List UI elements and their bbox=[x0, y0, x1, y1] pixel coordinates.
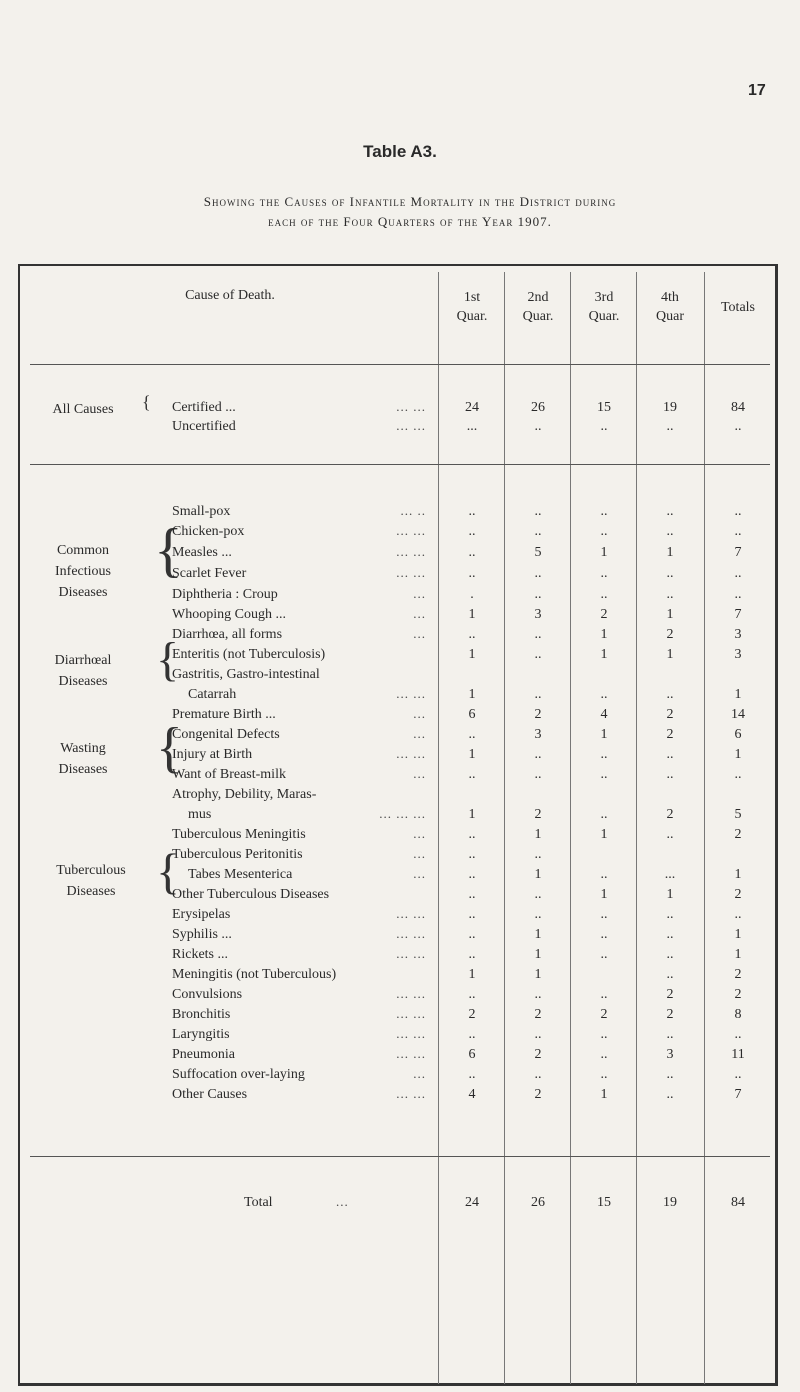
row-value: 1 bbox=[600, 545, 608, 560]
row-label: Measles ... bbox=[172, 545, 232, 560]
row-label: Whooping Cough ... bbox=[172, 607, 286, 622]
row-value: 1 bbox=[468, 687, 476, 702]
row-value: .. bbox=[468, 566, 476, 581]
row-value: ... bbox=[664, 867, 676, 882]
total-q4: 19 bbox=[663, 1195, 677, 1210]
total-q3: 15 bbox=[597, 1195, 611, 1210]
row-value: 1 bbox=[534, 967, 542, 982]
row-label: Tabes Mesenterica bbox=[188, 867, 293, 882]
row-value: .. bbox=[666, 566, 674, 581]
row-value: 1 bbox=[468, 607, 476, 622]
row-value: 1 bbox=[600, 627, 608, 642]
caption-line-1: Showing the Causes of Infantile Mortality in the District during bbox=[203, 194, 617, 209]
group-diarrhoeal: Diarrhœal Diseases bbox=[54, 653, 112, 689]
row-value: ... bbox=[466, 419, 478, 434]
leader-dots: ... bbox=[413, 626, 426, 641]
row-value: .. bbox=[600, 767, 608, 782]
row-label: Premature Birth ... bbox=[172, 707, 276, 722]
row-value: .. bbox=[468, 1067, 476, 1082]
column-divider bbox=[438, 272, 439, 1384]
row-value: 1 bbox=[734, 867, 742, 882]
row-value: 2 bbox=[734, 987, 742, 1002]
row-value: .. bbox=[666, 767, 674, 782]
leader-dots: ... bbox=[413, 866, 426, 881]
row-value: .. bbox=[734, 907, 742, 922]
total-q1: 24 bbox=[465, 1195, 479, 1210]
table-title: Table A3. bbox=[363, 142, 437, 161]
row-value: .. bbox=[734, 419, 742, 434]
row-value: . bbox=[470, 587, 474, 602]
row-value: 2 bbox=[734, 967, 742, 982]
row-value: .. bbox=[534, 566, 542, 581]
total-rule bbox=[30, 1156, 770, 1157]
leader-dots: ... ... bbox=[396, 523, 426, 538]
row-value: .. bbox=[666, 927, 674, 942]
row-value: 11 bbox=[731, 1047, 745, 1062]
row-value: 3 bbox=[734, 647, 742, 662]
column-divider bbox=[704, 272, 705, 1384]
row-value: .. bbox=[666, 687, 674, 702]
row-label: Chicken-pox bbox=[172, 524, 245, 539]
row-value: .. bbox=[534, 987, 542, 1002]
row-value: .. bbox=[468, 1027, 476, 1042]
row-value: .. bbox=[468, 524, 476, 539]
row-label: Rickets ... bbox=[172, 947, 228, 962]
row-value: 1 bbox=[534, 827, 542, 842]
leader-dots: ... ... bbox=[396, 1046, 426, 1061]
row-value: .. bbox=[468, 627, 476, 642]
col-header-q3: 3rd Quar. bbox=[588, 290, 620, 324]
row-value: 2 bbox=[666, 1007, 674, 1022]
leader-dots: ... ... bbox=[396, 686, 426, 701]
leader-dots: ... .. bbox=[400, 503, 426, 518]
leader-dots: ... ... bbox=[396, 1006, 426, 1021]
row-value: 1 bbox=[600, 647, 608, 662]
row-value: .. bbox=[600, 504, 608, 519]
row-value: .. bbox=[734, 1067, 742, 1082]
row-value: .. bbox=[734, 504, 742, 519]
leader-dots: ... ... bbox=[396, 418, 426, 433]
leader-dots: ... ... bbox=[396, 399, 426, 414]
row-value: .. bbox=[666, 1067, 674, 1082]
row-value: 2 bbox=[534, 1047, 542, 1062]
row-value: .. bbox=[534, 687, 542, 702]
header-rule bbox=[30, 364, 770, 365]
leader-dots: ... bbox=[413, 826, 426, 841]
leader-dots: ... bbox=[413, 846, 426, 861]
row-value: 4 bbox=[468, 1087, 476, 1102]
row-value: 1 bbox=[468, 647, 476, 662]
row-value: .. bbox=[666, 907, 674, 922]
row-value: 1 bbox=[468, 807, 476, 822]
row-value: 6 bbox=[734, 727, 742, 742]
row-value: .. bbox=[600, 419, 608, 434]
row-value: .. bbox=[534, 419, 542, 434]
leader-dots: ... bbox=[413, 726, 426, 741]
row-value: 2 bbox=[666, 627, 674, 642]
leader-dots: ... ... bbox=[396, 565, 426, 580]
row-value: .. bbox=[468, 887, 476, 902]
row-value: .. bbox=[468, 847, 476, 862]
row-value: .. bbox=[534, 907, 542, 922]
row-value: .. bbox=[666, 419, 674, 434]
row-value: .. bbox=[468, 987, 476, 1002]
row-value: 1 bbox=[600, 727, 608, 742]
row-value: .. bbox=[666, 504, 674, 519]
row-value: 2 bbox=[534, 1087, 542, 1102]
row-value: .. bbox=[468, 727, 476, 742]
row-label: Bronchitis bbox=[172, 1007, 231, 1022]
row-value: .. bbox=[468, 907, 476, 922]
row-value: .. bbox=[534, 1067, 542, 1082]
row-value: .. bbox=[666, 947, 674, 962]
row-value: 14 bbox=[731, 707, 745, 722]
row-value: .. bbox=[534, 524, 542, 539]
row-label: Want of Breast-milk bbox=[172, 767, 286, 782]
row-value: .. bbox=[734, 566, 742, 581]
row-value: 1 bbox=[534, 927, 542, 942]
row-label: Certified ... bbox=[172, 400, 236, 415]
row-value: 2 bbox=[666, 807, 674, 822]
row-value: 84 bbox=[731, 400, 745, 415]
row-value: .. bbox=[600, 687, 608, 702]
row-label: Catarrah bbox=[188, 687, 237, 702]
row-value: .. bbox=[666, 1027, 674, 1042]
row-value: .. bbox=[468, 504, 476, 519]
row-value: .. bbox=[468, 947, 476, 962]
col-header-q1: 1st Quar. bbox=[456, 290, 488, 324]
row-value: .. bbox=[534, 647, 542, 662]
row-label: Small-pox bbox=[172, 504, 231, 519]
row-value: .. bbox=[600, 1067, 608, 1082]
row-value: 1 bbox=[734, 747, 742, 762]
leader-dots: ... ... bbox=[396, 1026, 426, 1041]
row-value: 1 bbox=[734, 947, 742, 962]
row-value: 3 bbox=[534, 607, 542, 622]
row-value: .. bbox=[468, 767, 476, 782]
leader-dots: ... ... ... bbox=[379, 806, 426, 821]
row-value: .. bbox=[468, 827, 476, 842]
row-value: 19 bbox=[663, 400, 677, 415]
brace-icon: { bbox=[156, 717, 183, 779]
row-value: .. bbox=[534, 887, 542, 902]
row-value: 1 bbox=[468, 967, 476, 982]
group-wasting: Wasting Diseases bbox=[58, 741, 108, 777]
row-value: .. bbox=[600, 947, 608, 962]
row-value: 24 bbox=[465, 400, 479, 415]
row-value: 1 bbox=[600, 887, 608, 902]
row-value: 6 bbox=[468, 1047, 476, 1062]
row-label: Diarrhœa, all forms bbox=[172, 627, 283, 642]
section-rule bbox=[30, 464, 770, 465]
brace-icon: { bbox=[156, 633, 180, 686]
row-value: 2 bbox=[734, 827, 742, 842]
row-label: Injury at Birth bbox=[172, 747, 253, 762]
leader-dots: ... ... bbox=[396, 906, 426, 921]
row-value: 8 bbox=[734, 1007, 742, 1022]
row-value: .. bbox=[734, 587, 742, 602]
row-value: .. bbox=[600, 867, 608, 882]
row-label: Other Causes bbox=[172, 1087, 248, 1102]
row-value: .. bbox=[734, 524, 742, 539]
row-value: .. bbox=[734, 1027, 742, 1042]
row-value: .. bbox=[666, 827, 674, 842]
brace-icon: { bbox=[156, 843, 180, 899]
leader-dots: ... ... bbox=[396, 1086, 426, 1101]
row-label: Laryngitis bbox=[172, 1027, 230, 1042]
row-value: 1 bbox=[666, 607, 674, 622]
row-value: .. bbox=[666, 967, 674, 982]
row-value: 15 bbox=[597, 400, 611, 415]
row-value: .. bbox=[734, 767, 742, 782]
group-common-infectious: Common Infectious Diseases bbox=[55, 543, 111, 600]
row-value: .. bbox=[666, 747, 674, 762]
row-value: 2 bbox=[734, 887, 742, 902]
row-label: mus bbox=[188, 807, 212, 822]
leader-dots: ... bbox=[413, 586, 426, 601]
row-value: .. bbox=[600, 927, 608, 942]
row-label: Syphilis ... bbox=[172, 927, 232, 942]
total-dots: ... bbox=[336, 1194, 349, 1209]
row-value: 6 bbox=[468, 707, 476, 722]
col-header-q4: 4th Quar bbox=[656, 290, 684, 324]
col-header-totals: Totals bbox=[720, 300, 755, 315]
row-value: 1 bbox=[666, 545, 674, 560]
cause-of-death-header: Cause of Death. bbox=[185, 288, 275, 303]
row-label: Congenital Defects bbox=[172, 727, 280, 742]
row-value: .. bbox=[468, 867, 476, 882]
row-label: Erysipelas bbox=[172, 907, 231, 922]
column-divider bbox=[504, 272, 505, 1384]
row-value: 1 bbox=[666, 647, 674, 662]
row-value: 1 bbox=[534, 947, 542, 962]
leader-dots: ... ... bbox=[396, 986, 426, 1001]
leader-dots: ... bbox=[413, 766, 426, 781]
row-value: 5 bbox=[534, 545, 542, 560]
row-label: Enteritis (not Tuberculosis) bbox=[172, 647, 326, 662]
row-label: Scarlet Fever bbox=[172, 566, 247, 581]
row-value: 1 bbox=[468, 747, 476, 762]
row-value: 4 bbox=[600, 707, 608, 722]
row-label: Other Tuberculous Diseases bbox=[172, 887, 330, 902]
row-value: 1 bbox=[666, 887, 674, 902]
leader-dots: ... bbox=[413, 706, 426, 721]
row-value: 3 bbox=[734, 627, 742, 642]
row-value: .. bbox=[600, 747, 608, 762]
row-value: 2 bbox=[534, 707, 542, 722]
row-value: 2 bbox=[534, 1007, 542, 1022]
row-value: .. bbox=[600, 907, 608, 922]
row-value: 3 bbox=[534, 727, 542, 742]
row-value: 2 bbox=[600, 607, 608, 622]
row-value: 3 bbox=[666, 1047, 674, 1062]
row-label: Suffocation over-laying bbox=[172, 1067, 305, 1082]
row-value: 2 bbox=[666, 727, 674, 742]
row-value: .. bbox=[534, 847, 542, 862]
row-value: .. bbox=[600, 587, 608, 602]
row-value: 1 bbox=[734, 687, 742, 702]
row-label: Atrophy, Debility, Maras- bbox=[172, 787, 317, 802]
column-divider bbox=[570, 272, 571, 1384]
leader-dots: ... bbox=[413, 1066, 426, 1081]
row-label: Meningitis (not Tuberculous) bbox=[172, 967, 337, 982]
leader-dots: ... bbox=[413, 606, 426, 621]
row-value: .. bbox=[600, 987, 608, 1002]
row-value: .. bbox=[534, 767, 542, 782]
row-value: 1 bbox=[734, 927, 742, 942]
table-caption bbox=[110, 192, 710, 232]
row-value: 2 bbox=[666, 987, 674, 1002]
row-value: .. bbox=[468, 927, 476, 942]
column-divider bbox=[636, 272, 637, 1384]
row-value: .. bbox=[666, 524, 674, 539]
leader-dots: ... ... bbox=[396, 746, 426, 761]
row-value: .. bbox=[600, 1047, 608, 1062]
row-value: 2 bbox=[534, 807, 542, 822]
row-value: 2 bbox=[666, 707, 674, 722]
total-totals: 84 bbox=[731, 1195, 745, 1210]
row-value: 2 bbox=[468, 1007, 476, 1022]
row-value: 7 bbox=[734, 545, 742, 560]
total-q2: 26 bbox=[531, 1195, 545, 1210]
row-value: .. bbox=[534, 627, 542, 642]
row-value: .. bbox=[666, 1087, 674, 1102]
group-all-causes: All Causes bbox=[52, 402, 114, 417]
row-label: Gastritis, Gastro-intestinal bbox=[172, 667, 320, 682]
total-label: Total bbox=[244, 1195, 273, 1210]
page-number: 17 bbox=[748, 82, 766, 99]
row-value: 1 bbox=[600, 1087, 608, 1102]
row-label: Uncertified bbox=[172, 419, 236, 434]
col-header-q2: 2nd Quar. bbox=[522, 290, 554, 324]
row-value: 2 bbox=[600, 1007, 608, 1022]
row-value: 5 bbox=[734, 807, 742, 822]
row-value: .. bbox=[666, 587, 674, 602]
row-value: .. bbox=[468, 545, 476, 560]
row-value: .. bbox=[600, 1027, 608, 1042]
row-label: Tuberculous Meningitis bbox=[172, 827, 306, 842]
row-value: .. bbox=[534, 587, 542, 602]
row-value: 7 bbox=[734, 607, 742, 622]
leader-dots: ... ... bbox=[396, 926, 426, 941]
caption-line-2: each of the Four Quarters of the Year 1907. bbox=[268, 214, 552, 229]
row-label: Diphtheria : Croup bbox=[172, 587, 278, 602]
row-value: 1 bbox=[600, 827, 608, 842]
row-label: Convulsions bbox=[172, 987, 243, 1002]
row-label: Pneumonia bbox=[172, 1047, 235, 1062]
row-value: 7 bbox=[734, 1087, 742, 1102]
row-value: .. bbox=[534, 504, 542, 519]
group-tuberculous: Tuberculous Diseases bbox=[56, 863, 126, 899]
row-value: 26 bbox=[531, 400, 545, 415]
leader-dots: ... ... bbox=[396, 544, 426, 559]
row-value: .. bbox=[600, 566, 608, 581]
row-value: .. bbox=[534, 747, 542, 762]
row-label: Tuberculous Peritonitis bbox=[172, 847, 303, 862]
brace-icon: { bbox=[154, 517, 183, 583]
leader-dots: ... ... bbox=[396, 946, 426, 961]
row-value: 1 bbox=[534, 867, 542, 882]
row-value: .. bbox=[534, 1027, 542, 1042]
brace-icon: { bbox=[142, 392, 151, 412]
row-value: .. bbox=[600, 807, 608, 822]
row-value: .. bbox=[600, 524, 608, 539]
